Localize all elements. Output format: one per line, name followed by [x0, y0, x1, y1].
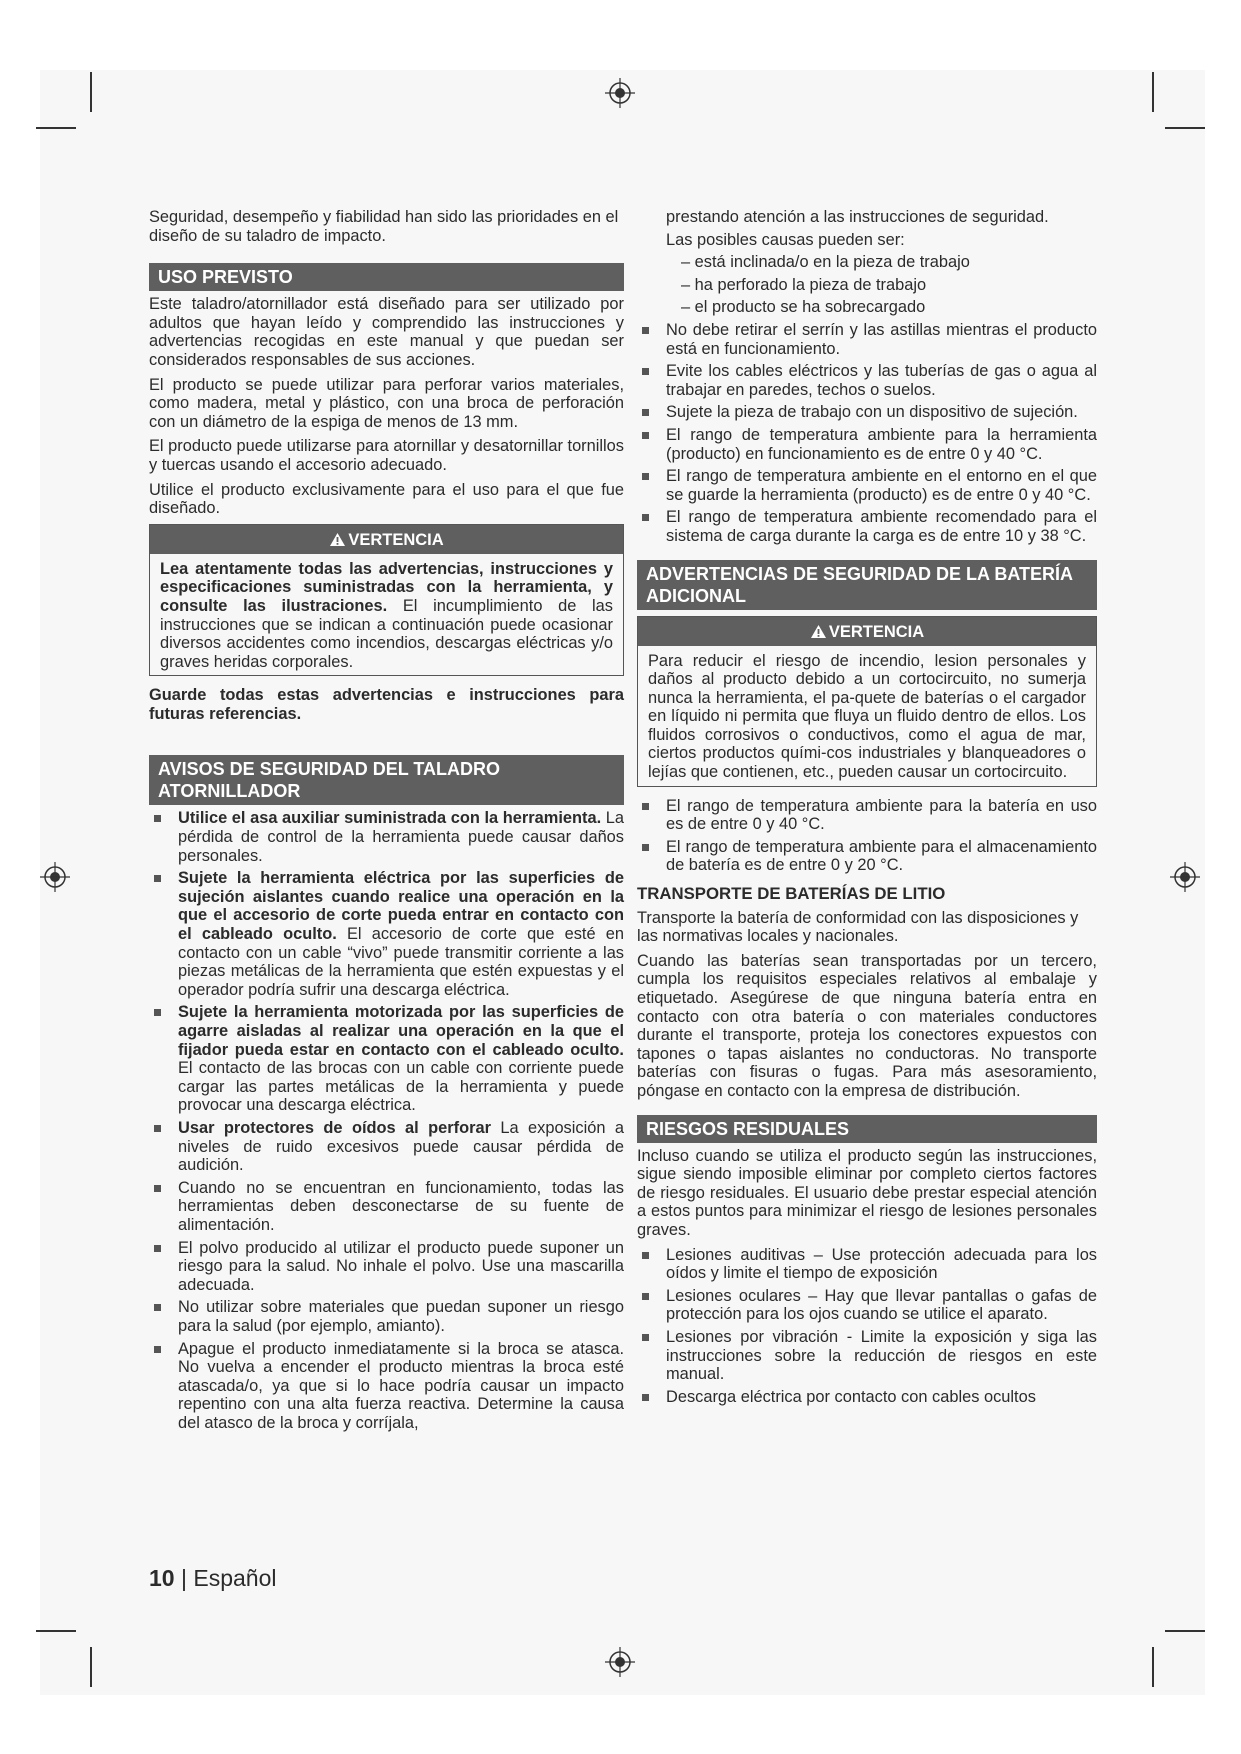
- guarde-text: Guarde todas estas advertencias e instrucciones para futuras referencias.: [149, 686, 624, 723]
- section-heading-avisos: AVISOS DE SEGURIDAD DEL TALADRO ATORNILLADOR: [149, 755, 624, 805]
- list-item: Cuando no se encuentran en funcionamiento, todas las herramientas deben desconectarse de su fuente de alimentación.: [149, 1179, 624, 1235]
- crop-mark: [90, 72, 92, 112]
- footer-separator: |: [174, 1565, 194, 1591]
- cause-item: – está inclinada/o en la pieza de trabajo: [681, 253, 970, 272]
- list-item: Sujete la herramienta motorizada por las superficies de agarre aisladas al realizar una operación en la que el fijador pueda estar en contacto con el cableado oculto. El contacto de las brocas con un cable con corriente puede cargar las partes metálicas de la herramienta y puede provocar una descarga eléctrica.: [149, 1003, 624, 1115]
- warning-box: [149, 524, 624, 677]
- safety-list: [149, 809, 624, 1432]
- paragraph: prestando atención a las instrucciones de seguridad.: [666, 208, 1049, 226]
- warning-body: [150, 554, 623, 676]
- list-item: Utilice el asa auxiliar suministrada con la herramienta. La pérdida de control de la herramienta puede causar daños personales.: [149, 809, 624, 865]
- list-item: Sujete la herramienta eléctrica por las superficies de sujeción aislantes cuando realice una operación en la que el accesorio de corte pueda entrar en contacto con el cableado oculto. El accesorio de corte que esté en contacto con un cable “vivo” puede transmitir corriente a las piezas metálicas de la herramienta que estén expuestas y el operador podría sufrir una descarga eléctrica.: [149, 869, 624, 999]
- crop-mark: [36, 127, 76, 129]
- paragraph: Utilice el producto exclusivamente para el uso para el que fue diseñado.: [149, 480, 624, 518]
- paragraph: El producto puede utilizarse para atornillar y desatornillar tornillos y tuercas usando el accesorio adecuado.: [149, 437, 624, 474]
- footer-language: Español: [193, 1565, 277, 1591]
- list-item: Evite los cables eléctricos y las tuberías de gas o agua al trabajar en paredes, techos o suelos.: [637, 362, 1097, 399]
- warning-text: El incumplimiento de las instrucciones que se indican a continuación puede ocasionar diversos accidentes como incendios, descargas eléctricas y/o graves heridas corporales.: [160, 596, 613, 671]
- warning-triangle-icon: [329, 532, 346, 547]
- section-heading-uso-previsto: USO PREVISTO: [149, 263, 624, 291]
- list-item: No debe retirar el serrín y las astillas mientras el producto está en funcionamiento.: [637, 321, 1097, 358]
- page-number: 10: [149, 1565, 175, 1591]
- list-item: El rango de temperatura ambiente en el entorno en el que se guarde la herramienta (producto) es de entre 0 y 40 °C.: [637, 467, 1097, 504]
- crop-mark: [1165, 127, 1205, 129]
- registration-mark-icon: [605, 78, 635, 108]
- paragraph: El producto se puede utilizar para perforar varios materiales, como madera, metal y plástico, con una broca de perforación con un diámetro de la espiga de menos de 13 mm.: [149, 375, 624, 431]
- list-item: El rango de temperatura ambiente para el almacenamiento de batería es de entre 0 y 20 °C.: [637, 838, 1097, 875]
- section-heading-riesgos: RIESGOS RESIDUALES: [637, 1115, 1097, 1143]
- list-item: El rango de temperatura ambiente recomendado para el sistema de carga durante la carga es de entre 10 y 38 °C.: [637, 508, 1097, 545]
- list-item: El polvo producido al utilizar el producto puede suponer un riesgo para la salud. No inhale el polvo. Use una mascarilla adecuada.: [149, 1239, 624, 1295]
- warning-bold-text: Lea atentamente todas las advertencias, instrucciones y especificaciones suministradas con la herramienta, y consulte las ilustraciones.: [160, 559, 613, 615]
- list-item: Descarga eléctrica por contacto con cables ocultos: [637, 1388, 1097, 1407]
- crop-mark: [36, 1630, 76, 1632]
- registration-mark-icon: [605, 1647, 635, 1677]
- crop-mark: [1152, 72, 1154, 112]
- paragraph: Las posibles causas pueden ser:: [666, 230, 905, 249]
- list-item: El rango de temperatura ambiente para la batería en uso es de entre 0 y 40 °C.: [637, 797, 1097, 834]
- warning-title: VERTENCIA: [150, 525, 623, 554]
- warning-title: VERTENCIA: [638, 617, 1096, 646]
- list-item: Lesiones oculares – Hay que llevar pantallas o gafas de protección para los ojos cuando se utilice el aparato.: [637, 1287, 1097, 1324]
- warning-body: Para reducir el riesgo de incendio, lesion personales y daños al producto debido a un cortocircuito, no sumerja nunca la herramienta, el pa-quete de baterías o el cargador en líquido ni permita que fluya un fluido dentro de ellos. Los fluidos corrosivos o conductivos, como el agua de mar, ciertos productos quími-cos industriales y blanqueadores o lejías que contienen, etc., pueden causar un cortocircuito.: [648, 651, 1086, 782]
- warning-box: [637, 616, 1097, 787]
- intro-text: Seguridad, desempeño y fiabilidad han sido las prioridades en el diseño de su taladro de impacto.: [149, 208, 619, 245]
- list-item: El rango de temperatura ambiente para la herramienta (producto) en funcionamiento es de entre 0 y 40 °C.: [637, 426, 1097, 463]
- right-column: [637, 208, 1097, 1410]
- crop-mark: [1165, 1630, 1205, 1632]
- page-footer: [149, 1565, 276, 1592]
- crop-mark: [1152, 1647, 1154, 1687]
- crop-mark: [90, 1647, 92, 1687]
- cause-item: – el producto se ha sobrecargado: [681, 298, 926, 317]
- list-item: No utilizar sobre materiales que puedan suponer un riesgo para la salud (por ejemplo, amianto).: [149, 1298, 624, 1335]
- left-column: [149, 208, 624, 1436]
- list-item: Lesiones auditivas – Use protección adecuada para los oídos y limite el tiempo de exposición: [637, 1246, 1097, 1283]
- risk-list: [637, 1246, 1097, 1407]
- battery-list: [637, 797, 1097, 875]
- paragraph: Este taladro/atornillador está diseñado para ser utilizado por adultos que hayan leído y comprendido las instrucciones y advertencias recogidas en este manual y que puedan ser considerados responsables de sus acciones.: [149, 295, 624, 369]
- paragraph: Incluso cuando se utiliza el producto según las instrucciones, sigue siendo imposible eliminar por completo ciertos factores de riesgo residuales. El usuario debe prestar especial atención a estos puntos para minimizar el riesgo de lesiones personales graves.: [637, 1146, 1097, 1239]
- registration-mark-icon: [1170, 862, 1200, 892]
- list-item: Sujete la pieza de trabajo con un dispositivo de sujeción.: [637, 403, 1097, 422]
- warning-triangle-icon: [810, 624, 827, 639]
- registration-mark-icon: [40, 862, 70, 892]
- transport-heading: TRANSPORTE DE BATERÍAS DE LITIO: [637, 884, 946, 904]
- section-heading-bateria: ADVERTENCIAS DE SEGURIDAD DE LA BATERÍA ADICIONAL: [637, 560, 1097, 610]
- cause-item: – ha perforado la pieza de trabajo: [681, 275, 927, 294]
- list-item: Usar protectores de oídos al perforar La exposición a niveles de ruido excesivos puede causar pérdida de audición.: [149, 1119, 624, 1175]
- safety-list: [637, 321, 1097, 546]
- paragraph: Cuando las baterías sean transportadas por un tercero, cumpla los requisitos especiales relativos al embalaje y etiquetado. Asegúrese de que ninguna batería entra en contacto con otra batería o con materiales conductores durante el transporte, proteja los conectores expuestos con tapones o tapas aislantes no conductoras. No transporte baterías con fisuras o fugas. Para más asesoramiento, póngase en contacto con la empresa de distribución.: [637, 951, 1097, 1100]
- paragraph: Transporte la batería de conformidad con las disposiciones y las normativas locales y nacionales.: [637, 908, 1079, 946]
- list-item: Apague el producto inmediatamente si la broca se atasca. No vuelva a encender el producto mientras la broca esté atascada/o, ya que si lo hace podría causar un impacto repentino con una alta fuerza reactiva. Determine la causa del atasco de la broca y corríjala,: [149, 1340, 624, 1433]
- list-item: Lesiones por vibración - Limite la exposición y siga las instrucciones sobre la reducción de riesgos en este manual.: [637, 1328, 1097, 1384]
